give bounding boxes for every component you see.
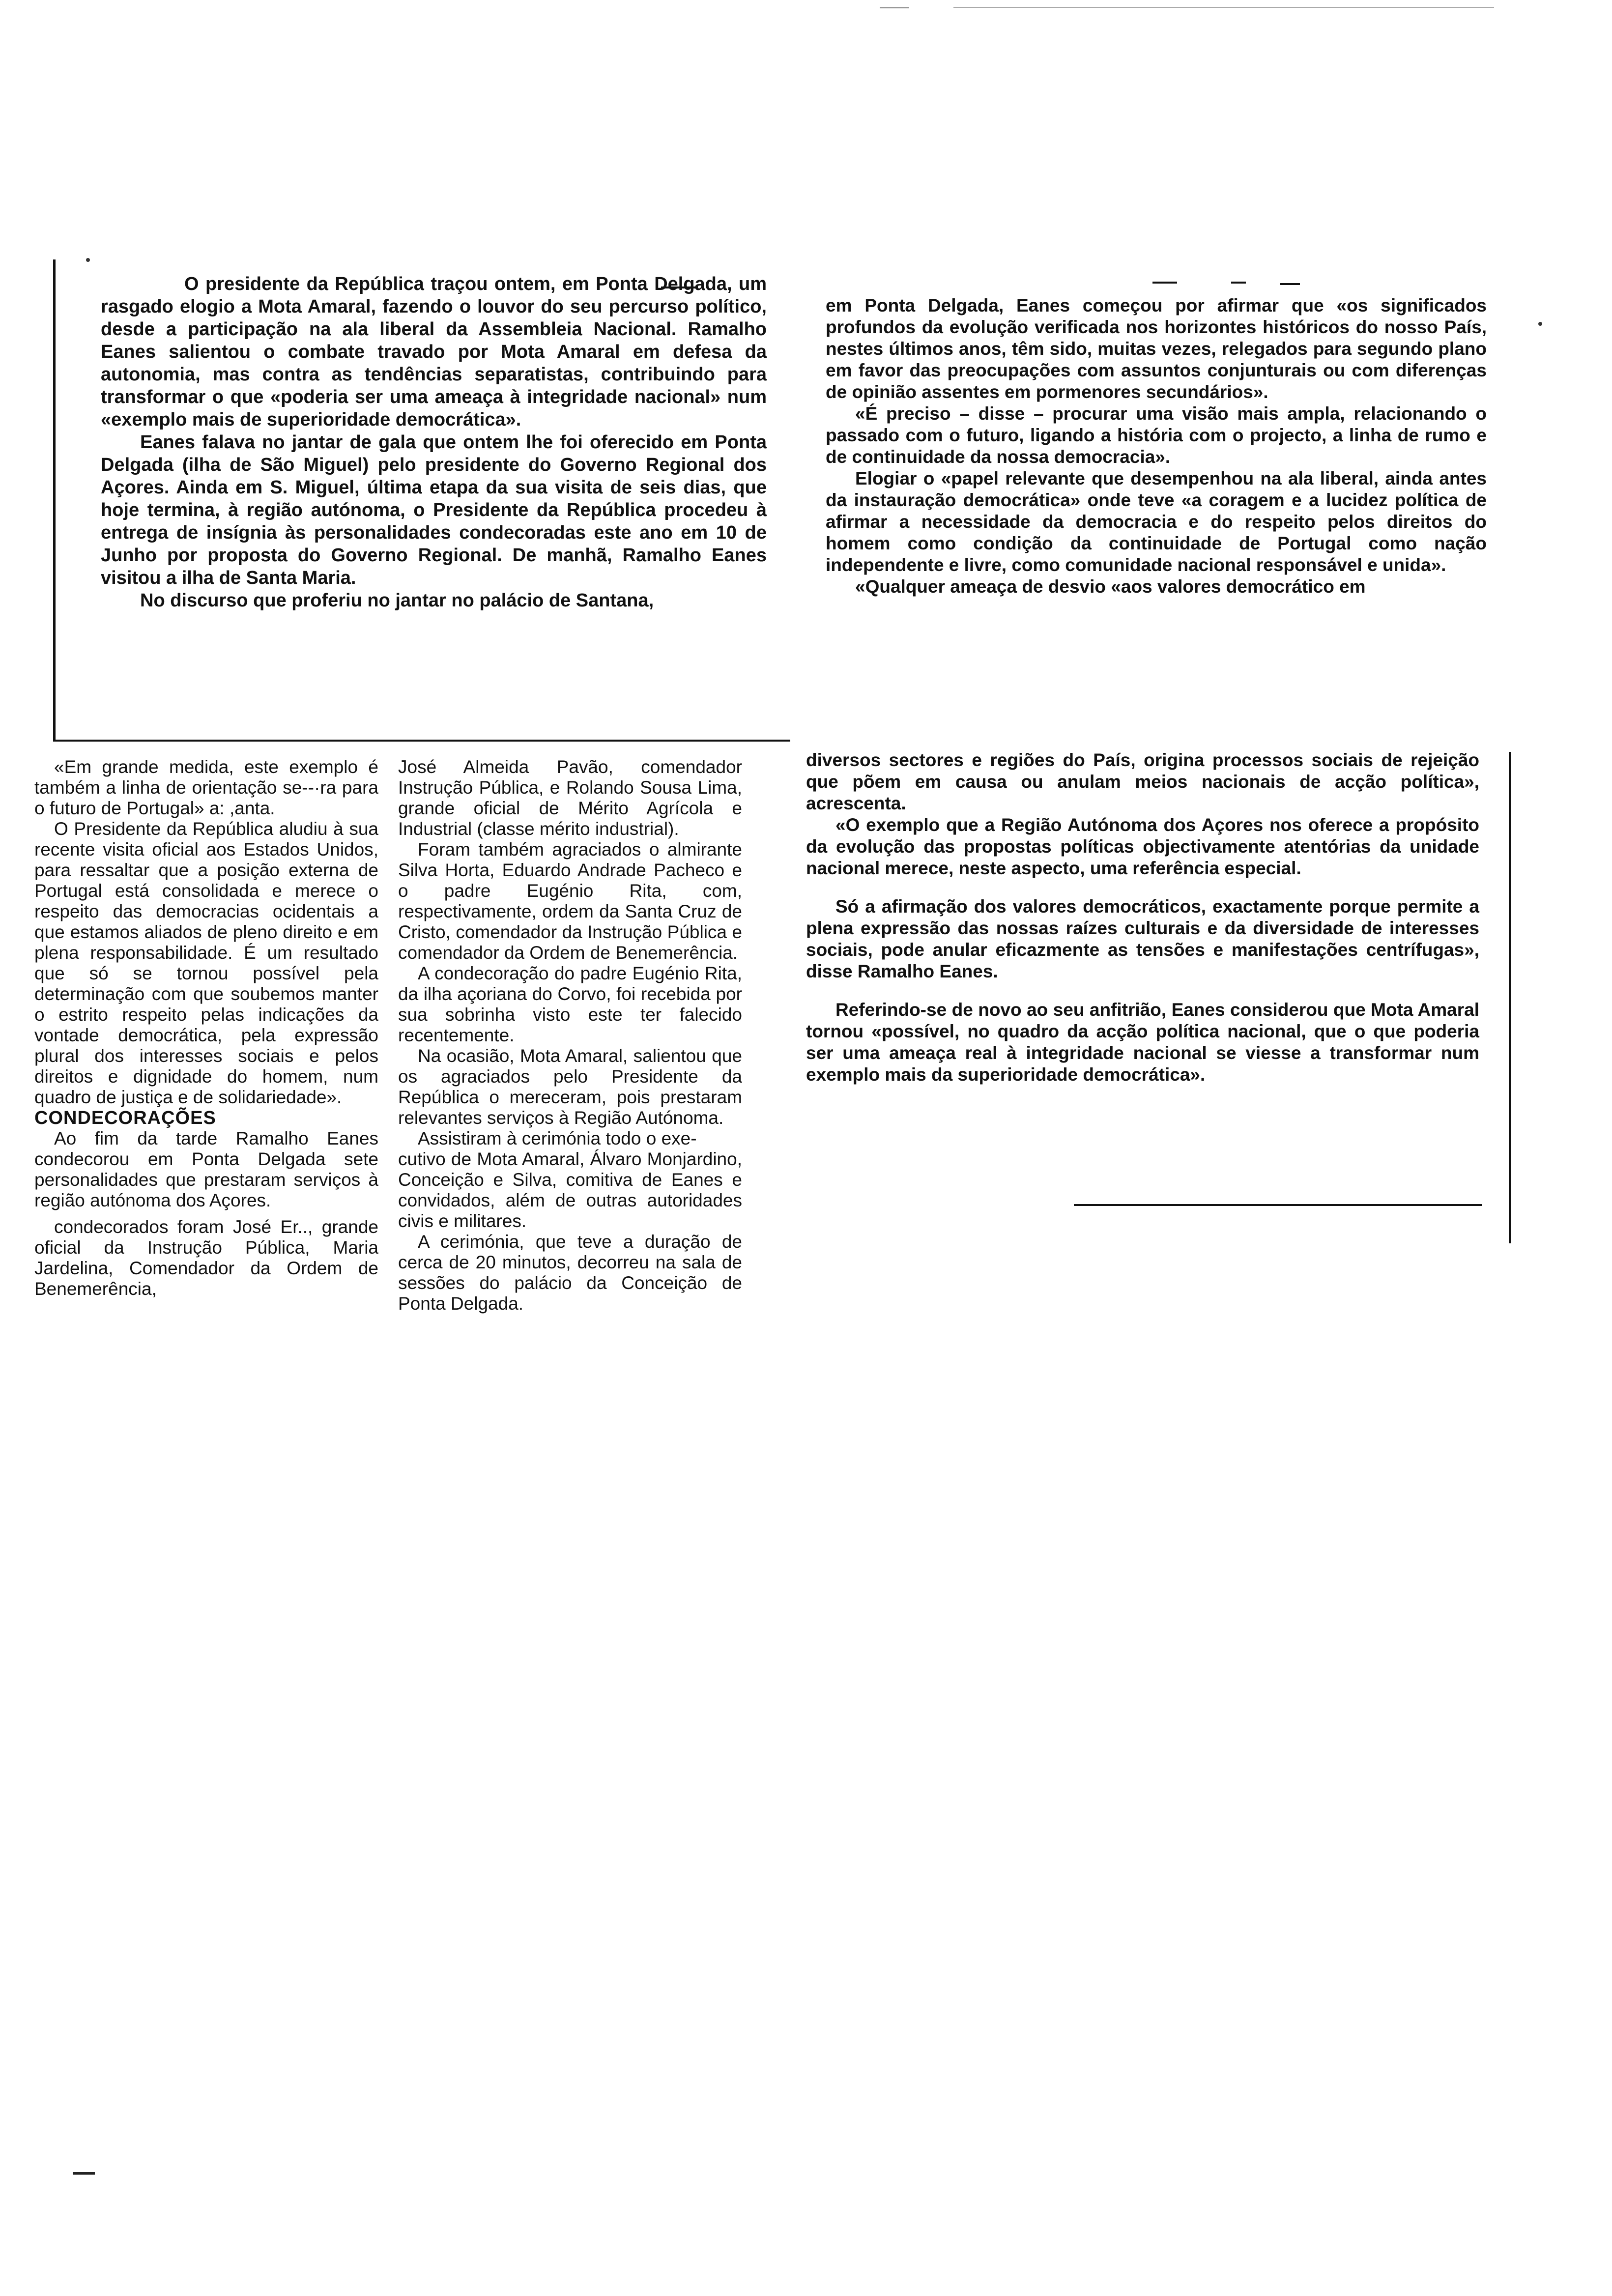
body-paragraph: condecorados foram José Er.., grande oficial da Instrução Pública, Maria Jardelina, Comendador da Ordem de Benemerência,	[34, 1217, 378, 1299]
lead-paragraph: O presidente da República traçou ontem, em Ponta Delgada, um rasgado elogio a Mota Amaral, fazendo o louvor do seu percurso político, desde a participação na ala liberal da Assembleia Nacional. Ramalho Eanes salientou o combate travado por Mota Amaral em defesa da autonomia, mas contra as tendências separatistas, contribuindo para transformar o que «poderia ser uma ameaça à integridade nacional» num «exemplo mais de superioridade democrática».	[101, 274, 767, 430]
body-paragraph: cutivo de Mota Amaral, Álvaro Monjardino, Conceição e Silva, comitiva de Eanes e convidados, além de outras autoridades civis e militares.	[398, 1149, 742, 1231]
lead-paragraph: No discurso que proferiu no jantar no palácio de Santana,	[140, 590, 654, 611]
quote-paragraph: «Em grande medida, este exemplo é também a linha de orientação se--·ra para o futuro de Portugal» a: ,anta.	[34, 757, 378, 818]
body-paragraph: diversos sectores e regiões do País, origina processos sociais de rejeição que põem em causa ou anulam meios nacionais de acção política», acrescenta.	[806, 750, 1479, 813]
body-paragraph: «É preciso – disse – procurar uma visão mais ampla, relacionando o passado com o futuro, ligando a história com o projecto, a linha de rumo e de continuidade da nossa democracia».	[826, 403, 1487, 467]
body-paragraph: «Qualquer ameaça de desvio «aos valores democrático em	[855, 576, 1366, 597]
right-column-bottom	[806, 749, 1479, 1086]
body-paragraph: A condecoração do padre Eugénio Rita, da ilha açoriana do Corvo, foi recebida por sua sobrinha visto este ter falecido recentemente.	[398, 963, 742, 1045]
right-column-bottom-rule	[1074, 1204, 1482, 1206]
body-paragraph: «O exemplo que a Região Autónoma dos Açores nos oferece a propósito da evolução das propostas políticas objectivamente atentórias da unidade nacional merece, neste aspecto, uma referência especial.	[806, 815, 1479, 878]
lead-bottom-frame	[53, 740, 790, 742]
right-top-dash-2	[1231, 282, 1246, 284]
body-paragraph: Foram também agraciados o almirante Silva Horta, Eduardo Andrade Pacheco e o padre Eugénio Rita, com, respectivamente, ordem da Santa Cruz de Cristo, comendador da Instrução Pública e comendador da Ordem de Benemerência.	[398, 839, 742, 963]
lead-left-frame	[53, 259, 56, 741]
margin-dash-mark	[73, 2172, 95, 2175]
section-heading: CONDECORAÇÕES	[34, 1108, 216, 1128]
body-paragraph: Elogiar o «papel relevante que desempenhou na ala liberal, ainda antes da instauração democrática» onde teve «a coragem e a lucidez política de afirmar a necessidade da democracia e do respeito pelos direitos do homem como condição da continuidade de Portugal como nação independente e livre, como comunidade nacional responsável e unida».	[826, 468, 1487, 575]
body-paragraph: A cerimónia, que teve a duração de cerca de 20 minutos, decorreu na sala de sessões do palácio da Conceição de Ponta Delgada.	[398, 1232, 742, 1314]
top-edge-line	[880, 7, 909, 8]
body-paragraph: em Ponta Delgada, Eanes começou por afirmar que «os significados profundos da evolução verificada nos horizontes históricos do nosso País, nestes últimos anos, têm sido, muitas vezes, relegados para segundo plano em favor das preocupações com assuntos conjunturais ou com diferenças de opinião assentes em pormenores secundários».	[826, 295, 1487, 402]
body-paragraph: José Almeida Pavão, comendador Instrução Pública, e Rolando Sousa Lima, grande oficial de Mérito Agrícola e Industrial (classe mérito industrial).	[398, 757, 742, 839]
body-paragraph: Na ocasião, Mota Amaral, salientou que os agraciados pelo Presidente da República o mereceram, pois prestaram relevantes serviços à Região Autónoma.	[398, 1046, 742, 1128]
body-paragraph: Ao fim da tarde Ramalho Eanes condecorou em Ponta Delgada sete personalidades que prestaram serviços à região autónoma dos Açores.	[34, 1128, 378, 1210]
speck-b	[1538, 322, 1542, 326]
lead-paragraph: Eanes falava no jantar de gala que ontem lhe foi oferecido em Ponta Delgada (ilha de São Miguel) pelo presidente do Governo Regional dos Açores. Ainda em S. Miguel, última etapa da sua visita de seis dias, que hoje termina, à região autónoma, o Presidente da República procedeu à entrega de insígnia às personalidades condecoradas este ano em 10 de Junho por proposta do Governo Regional. De manhã, Ramalho Eanes visitou a ilha de Santa Maria.	[101, 432, 767, 588]
right-column-top	[826, 295, 1487, 598]
body-paragraph: O Presidente da República aludiu à sua recente visita oficial aos Estados Unidos, para ressaltar que a posição externa de Portugal está consolidada e merece o respeito das democracias ocidentais a que estamos aliados de pleno direito e em plena responsabilidade. É um resultado que só se tornou possível pela determinação com que soubemos manter o estrito respeito pelas indicações da vontade democrática, pela expressão plural dos interesses sociais e pelos direitos e dignidade do homem, num quadro de justiça e de solidariedade».	[34, 819, 378, 1107]
top-edge-line-long	[953, 7, 1494, 8]
column-two	[398, 757, 742, 1314]
column-one	[34, 757, 378, 1299]
body-paragraph: Só a afirmação dos valores democráticos, exactamente porque permite a plena expressão das nossas raízes culturais e da diversidade de interesses sociais, pode anular eficazmente as tensões e manifestações centrífugas», disse Ramalho Eanes.	[806, 896, 1479, 981]
speck-a	[86, 258, 90, 262]
right-top-dash	[1152, 282, 1177, 284]
right-top-dash-3	[1280, 283, 1300, 285]
lead-article-block	[101, 273, 767, 612]
right-column-frame	[1509, 752, 1511, 1243]
body-paragraph: Assistiram à cerimónia todo o exe-	[418, 1128, 697, 1148]
body-paragraph: Referindo-se de novo ao seu anfitrião, Eanes considerou que Mota Amaral tornou «possível, no quadro da acção política nacional, que o que poderia ser uma ameaça real à integridade nacional se viesse a transformar num exemplo mais da superioridade democrática».	[806, 1000, 1479, 1085]
